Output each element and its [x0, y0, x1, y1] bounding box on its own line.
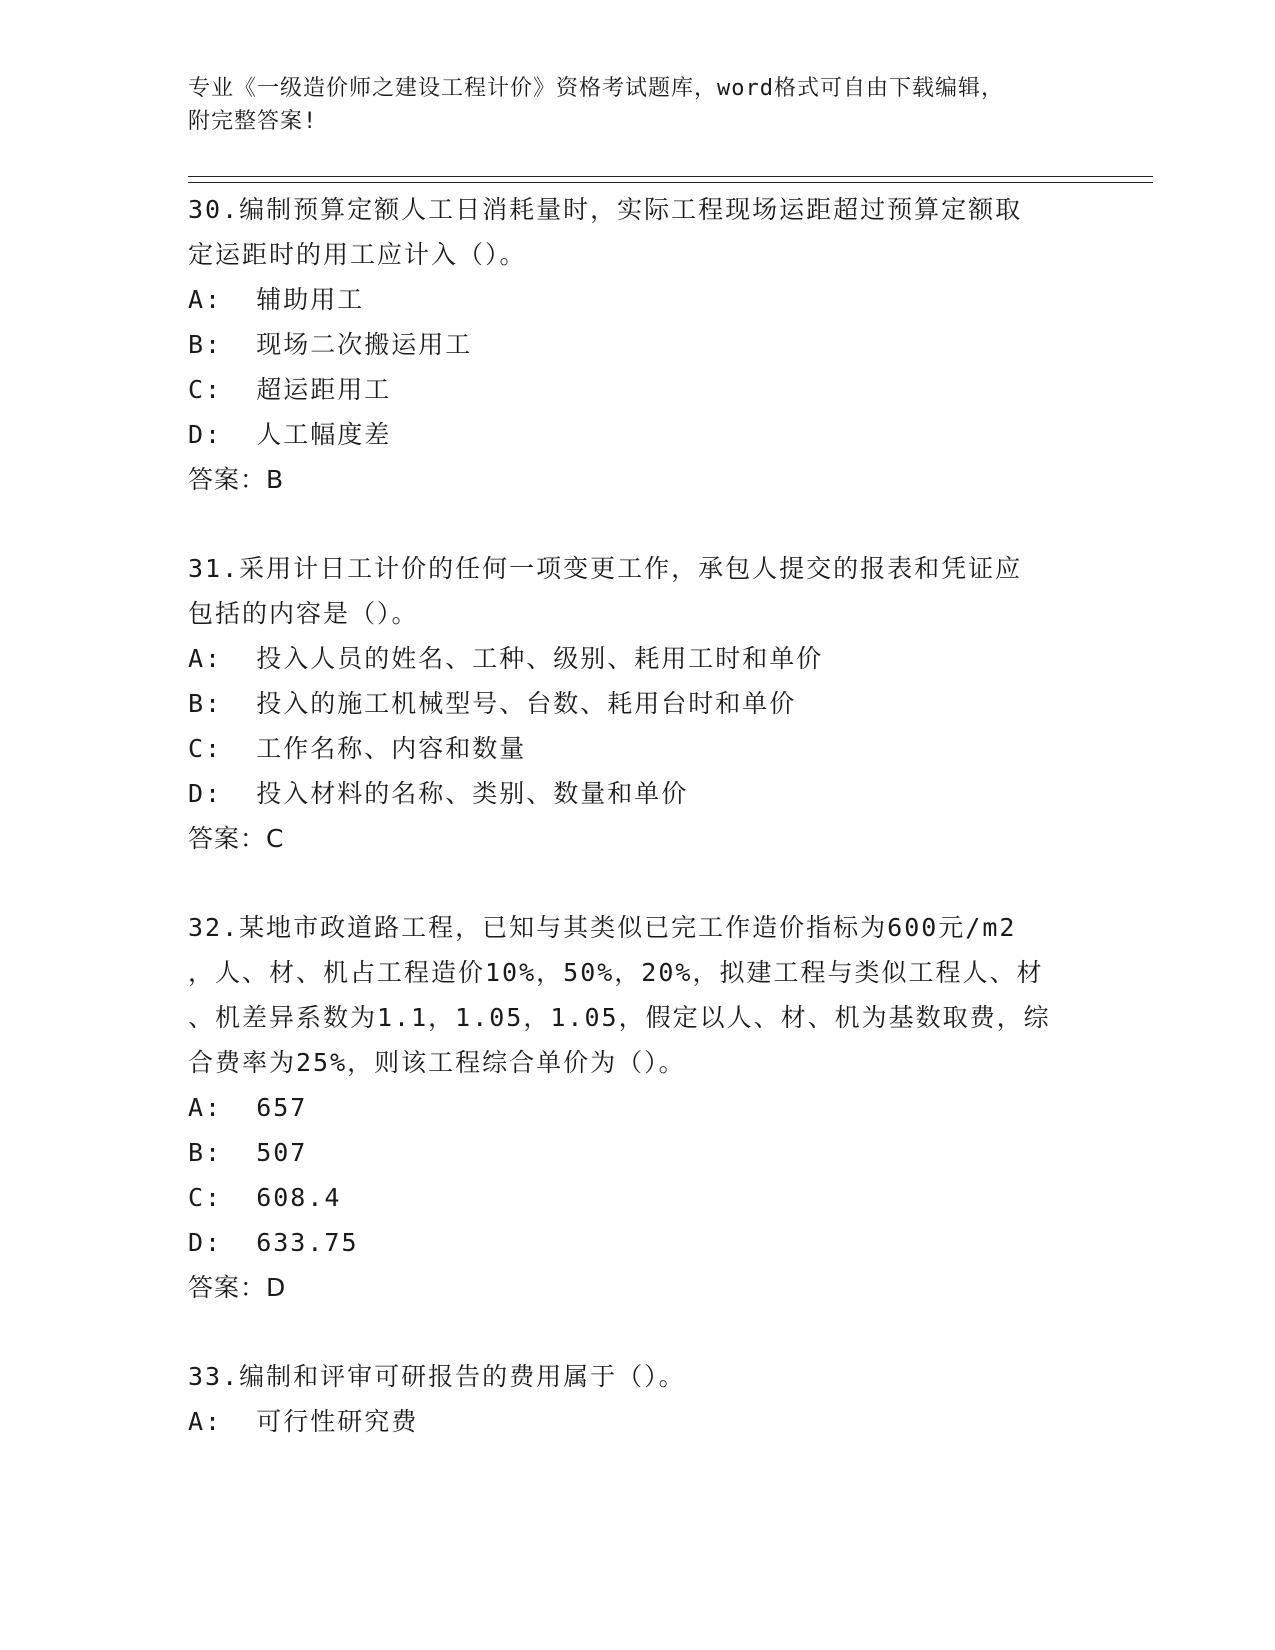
header-divider-top — [188, 176, 1153, 177]
question-stem-line: 30.编制预算定额人工日消耗量时，实际工程现场运距超过预算定额取 — [188, 195, 1023, 224]
answer-label: 答案：D — [188, 1273, 287, 1302]
option-b: B: 507 — [188, 1138, 308, 1167]
answer-label: 答案：B — [188, 465, 285, 494]
option-c: C: 超运距用工 — [188, 375, 392, 404]
option-b: B: 投入的施工机械型号、台数、耗用台时和单价 — [188, 689, 797, 718]
document-header — [188, 72, 1088, 138]
question-stem-line: 31.采用计日工计价的任何一项变更工作，承包人提交的报表和凭证应 — [188, 554, 1023, 583]
header-line-2: 附完整答案! — [188, 109, 318, 134]
option-d: D: 人工幅度差 — [188, 420, 392, 449]
option-b: B: 现场二次搬运用工 — [188, 330, 473, 359]
answer-label: 答案：C — [188, 824, 285, 853]
question-stem-line: 32.某地市政道路工程，已知与其类似已完工作造价指标为600元/m2 — [188, 913, 1017, 942]
question-stem-line: 包括的内容是（）。 — [188, 599, 419, 628]
question-stem-line: 合费率为25%，则该工程综合单价为（）。 — [188, 1048, 686, 1077]
header-divider-bottom — [188, 182, 1153, 183]
option-d: D: 投入材料的名称、类别、数量和单价 — [188, 779, 689, 808]
option-d: D: 633.75 — [188, 1228, 359, 1257]
question-33 — [188, 1354, 1088, 1444]
option-a: A: 可行性研究费 — [188, 1407, 419, 1436]
option-a: A: 投入人员的姓名、工种、级别、耗用工时和单价 — [188, 644, 824, 673]
question-30 — [188, 187, 1088, 502]
question-list — [188, 187, 1088, 1488]
header-line-1: 专业《一级造价师之建设工程计价》资格考试题库，word格式可自由下载编辑， — [188, 76, 1004, 101]
question-32 — [188, 905, 1088, 1310]
question-stem-line: 定运距时的用工应计入（）。 — [188, 240, 527, 269]
question-stem-line: 、机差异系数为1.1，1.05，1.05，假定以人、材、机为基数取费，综 — [188, 1003, 1051, 1032]
option-a: A: 辅助用工 — [188, 285, 365, 314]
question-stem-line: 33.编制和评审可研报告的费用属于（）。 — [188, 1362, 686, 1391]
option-a: A: 657 — [188, 1093, 308, 1122]
option-c: C: 工作名称、内容和数量 — [188, 734, 527, 763]
option-c: C: 608.4 — [188, 1183, 342, 1212]
question-stem-line: ，人、材、机占工程造价10%，50%，20%，拟建工程与类似工程人、材 — [188, 958, 1044, 987]
question-31 — [188, 546, 1088, 861]
